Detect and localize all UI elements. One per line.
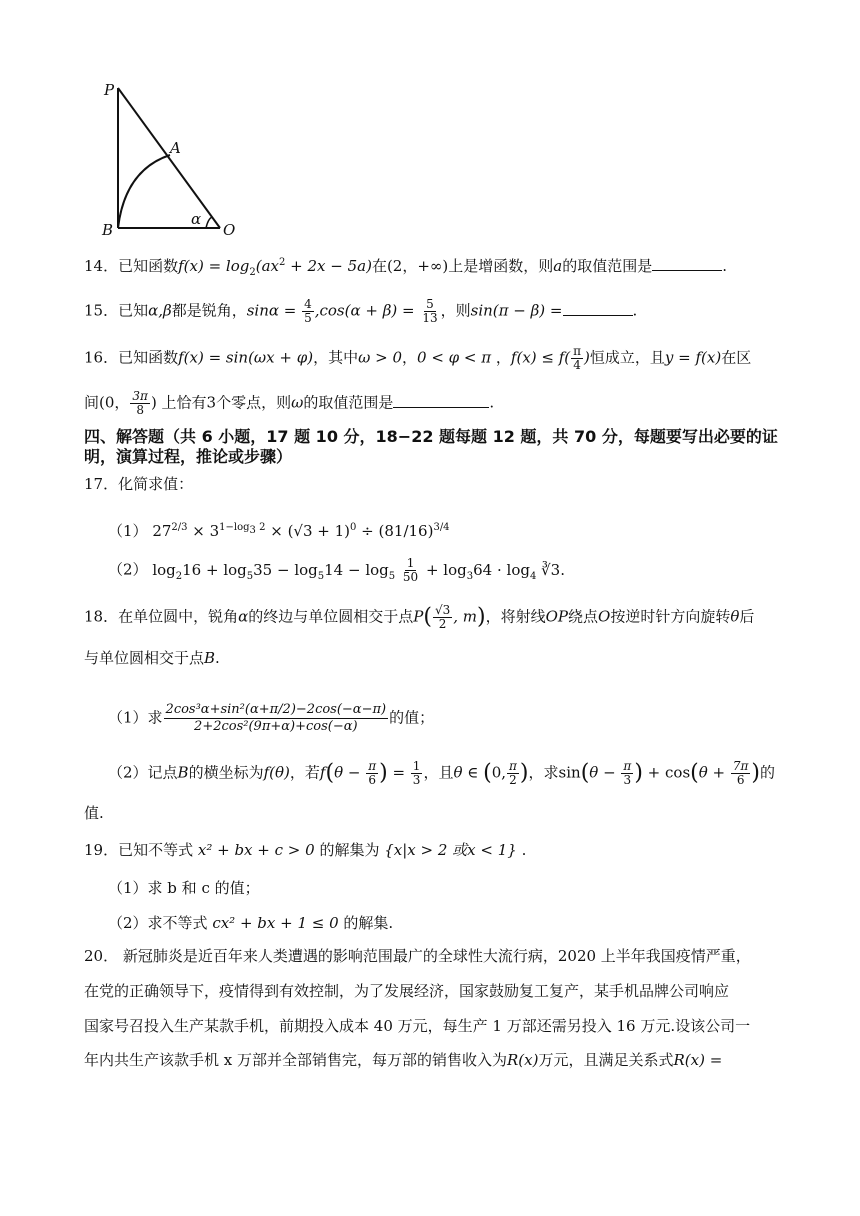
figure-label-a: A (170, 139, 181, 157)
question-20-line4: 年内共生产该款手机 x 万部并全部销售完，每万部的销售收入为R(x)万元，且满足关系式R(x) = (84, 1051, 723, 1069)
question-15: 15．已知α,β都是锐角，sinα = $\frac{4}{5}$ ,cos(α + β) = $\frac{5}{13}$ ，则sin(π − β) = . (84, 297, 638, 325)
question-17-part-2: （2） $\log_216 + \log_535 - \log_514 - \log_5$ $\frac{1}{50}$ + $\log_364 \cdot \log_4$ ∛3. (108, 556, 565, 584)
section-heading-line2: 明，演算过程，推论或步骤） (84, 447, 293, 466)
answer-blank (563, 301, 633, 316)
figure-label-o: O (223, 221, 236, 239)
question-19: 19．已知不等式 x² + bx + c > 0 的解集为 {x|x > 2 或x < 1} . (84, 841, 527, 859)
question-18-line2: 与单位圆相交于点B. (84, 649, 220, 667)
answer-blank (393, 393, 489, 408)
question-16: 16．已知函数f(x) = sin(ωx + φ)，其中ω > 0，0 < φ < π ，f(x) ≤ f( $\frac{\pi}{4}$ )恒成立，且y = f(x)在区 (84, 344, 752, 372)
question-18-part-1: （1）求 $\frac{\text{2cos³α+sin²(α+π/2)−2cos(−α−π)}}{\text{2+2cos²(9π+α)+cos(−α)}}$ 的值； (108, 702, 435, 734)
question-19-part-1: （1）求 b 和 c 的值； (108, 879, 260, 897)
question-18-line3: 值. (84, 804, 104, 822)
question-20-line3: 国家号召投入生产某款手机，前期投入成本 40 万元，每生产 1 万部还需另投入 16 万元.设该公司一 (84, 1017, 751, 1035)
geometry-figure (95, 78, 245, 240)
question-20: 20． 新冠肺炎是近百年来人类遭遇的影响范围最广的全球性大流行病，2020 上半年我国疫情严重， (84, 947, 751, 965)
figure-label-b: B (102, 221, 114, 239)
question-18-part-2: （2）记点B的横坐标为f(θ)，若f(θ − $\frac{\pi}{6}$ ) = $\frac{1}{3}$ ，且θ ∈ (0, $\frac{\pi}{2}$ )，求sin(θ − $\frac{\pi}{3}$ ) + cos(θ + $\frac{7\pi}{6}$ )的 (108, 759, 776, 787)
section-heading: 四、解答题（共 6 小题，17 题 10 分，18−22 题每题 12 题，共 70 分，每题要写出必要的证 (84, 427, 778, 446)
question-18: 18．在单位圆中，锐角α的终边与单位圆相交于点P( $\frac{√3}{2}$ , m)，将射线OP绕点O按逆时针方向旋转θ后 (84, 603, 755, 631)
question-19-part-2: （2）求不等式 cx² + bx + 1 ≤ 0 的解集. (108, 914, 394, 932)
question-17-part-1: （1） $27^{2/3} \times 3^{1-log_3 2} \times (√3 + 1)^0 \div (81/16)^{3/4}$ (108, 522, 450, 540)
figure-label-p: P (104, 81, 115, 99)
question-14: 14．已知函数$f(x) = \log_2(ax^2 + 2x - 5a)$在(2，+∞)上是增函数，则a的取值范围是 . (84, 257, 727, 278)
answer-blank (652, 256, 722, 271)
question-16-line2: 间(0， $\frac{3\pi}{8}$ ) 上恰有3个零点，则ω的取值范围是 . (84, 389, 495, 417)
question-20-line2: 在党的正确领导下，疫情得到有效控制，为了发展经济，国家鼓励复工复产，某手机品牌公司响应 (84, 982, 730, 1000)
figure-label-alpha: α (191, 210, 202, 228)
question-17: 17．化简求值： (84, 475, 194, 493)
